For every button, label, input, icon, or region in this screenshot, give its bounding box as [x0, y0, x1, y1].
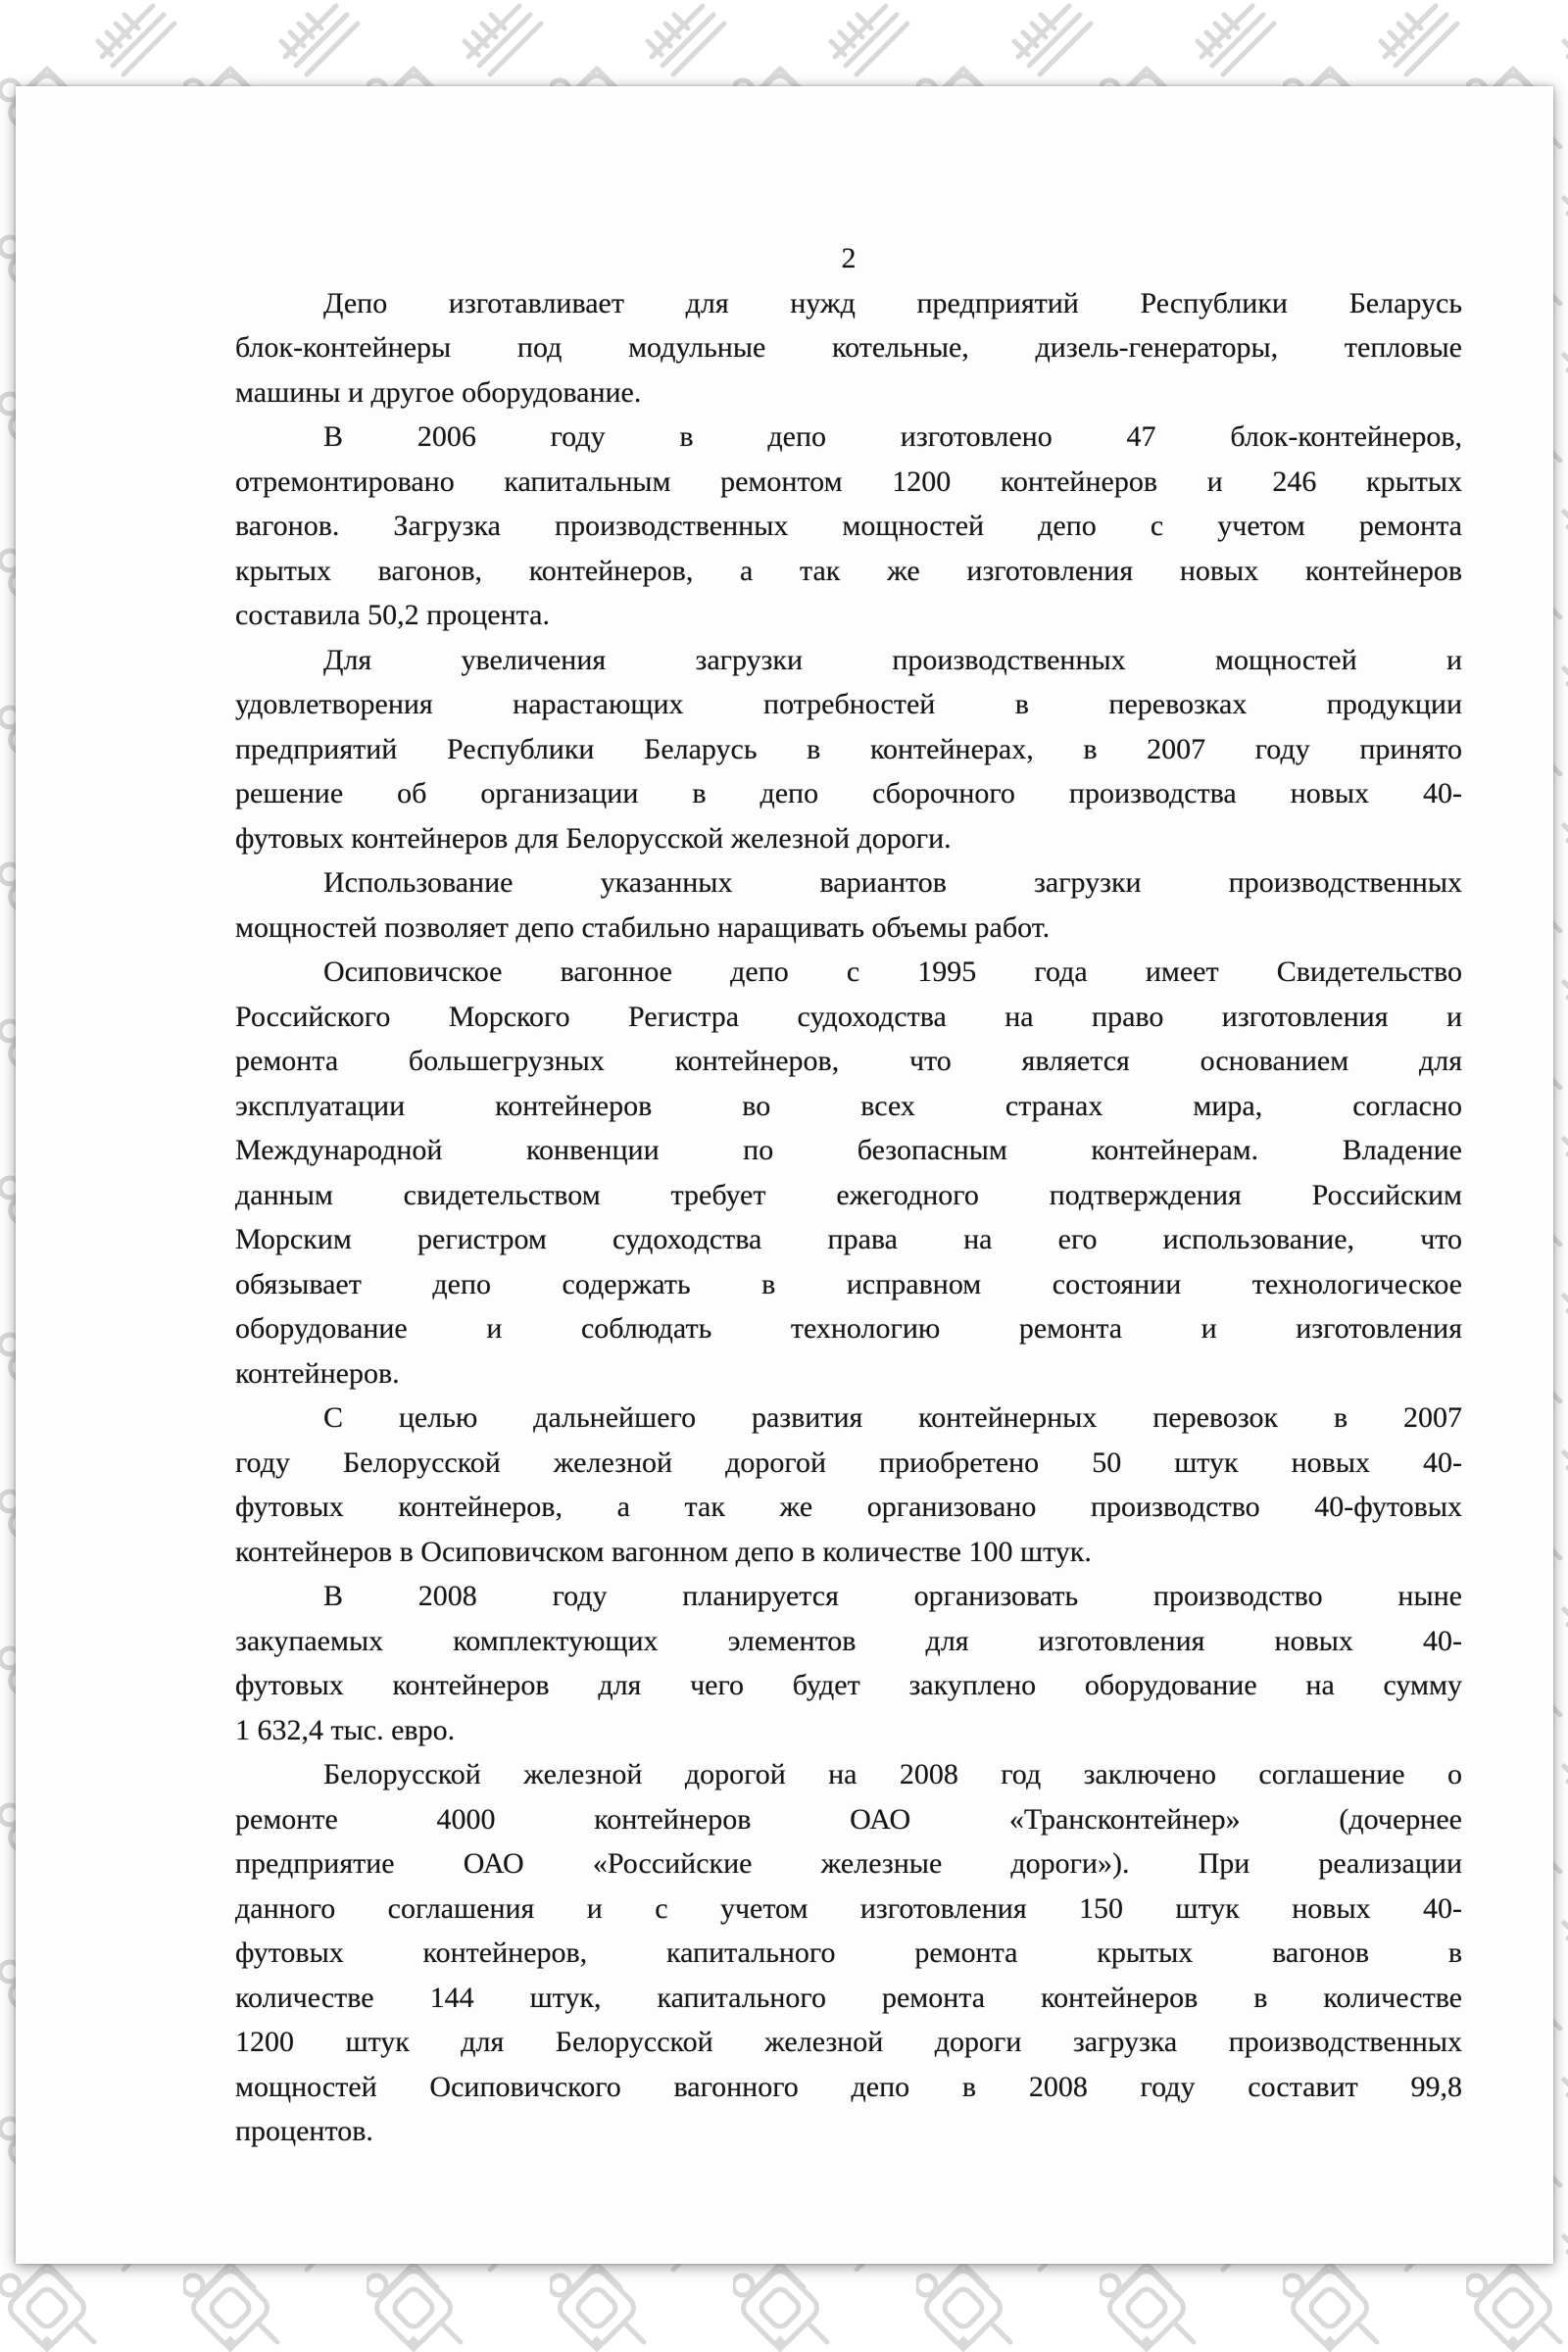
text-line: блок-контейнеры под модульные котельные, дизель-генераторы, тепловые [235, 331, 1462, 364]
text-line: футовых контейнеров, а так же организовано производство 40-футовых [235, 1491, 1462, 1523]
text-line: процентов. [235, 2115, 373, 2147]
text-line: Морским регистром судоходства права на его использование, что [235, 1223, 1462, 1255]
page-number: 2 [841, 242, 857, 274]
text-line: году Белорусской железной дорогой приобретено 50 штук новых 40- [235, 1446, 1462, 1479]
paragraph [235, 950, 1462, 1396]
text-line: отремонтировано капитальным ремонтом 1200 контейнеров и 246 крытых [235, 465, 1462, 498]
text-line: крытых вагонов, контейнеров, а так же изготовления новых контейнеров [235, 554, 1462, 587]
text-line: составила 50,2 процента. [235, 599, 550, 631]
text-line: предприятий Республики Беларусь в контейнерах, в 2007 году принято [235, 732, 1462, 765]
text-line: удовлетворения нарастающих потребностей в перевозках продукции [235, 688, 1462, 720]
text-line: Осиповичское вагонное депо с 1995 года имеет Свидетельство [323, 956, 1462, 988]
text-line: В 2006 году в депо изготовлено 47 блок-контейнеров, [323, 420, 1462, 453]
text-line: оборудование и соблюдать технологию ремонта и изготовления [235, 1312, 1462, 1345]
text-line: Депо изготавливает для нужд предприятий Республики Беларусь [323, 286, 1462, 319]
text-line: вагонов. Загрузка производственных мощностей депо с учетом ремонта [235, 510, 1462, 542]
paragraph [235, 1396, 1462, 1574]
text-line: данного соглашения и с учетом изготовления 150 штук новых 40- [235, 1891, 1462, 1925]
document-page [16, 86, 1553, 2264]
text-line: контейнеров. [235, 1356, 400, 1390]
text-line: Белорусской железной дорогой на 2008 год заключено соглашение о [323, 1758, 1462, 1790]
text-line: контейнеров в Осиповичском вагонном депо в количестве 100 штук. [235, 1535, 1092, 1568]
text-line: ремонта большегрузных контейнеров, что является основанием для [235, 1045, 1462, 1077]
text-line: ремонте 4000 контейнеров ОАО «Трансконтейнер» (дочернее [235, 1802, 1462, 1836]
paragraph [235, 860, 1462, 950]
paragraph [235, 281, 1462, 416]
document-content [235, 236, 1462, 2154]
document-body [235, 281, 1462, 2154]
paragraph [235, 638, 1462, 861]
text-line: Международной конвенции по безопасным контейнерам. Владение [235, 1134, 1462, 1166]
paragraph [235, 1574, 1462, 1752]
text-line: машины и другое оборудование. [235, 375, 642, 409]
text-line: 1 632,4 тыс. евро. [235, 1713, 456, 1746]
text-line: эксплуатации контейнеров во всех странах мира, согласно [235, 1089, 1462, 1122]
text-line: футовых контейнеров для Белорусской железной дороги. [235, 821, 952, 855]
text-line: Для увеличения загрузки производственных мощностей и [323, 643, 1462, 676]
text-line: мощностей Осиповичского вагонного депо в 2008 году составит 99,8 [235, 2070, 1462, 2103]
text-line: закупаемых комплектующих элементов для изготовления новых 40- [235, 1624, 1462, 1657]
text-line: Российского Морского Регистра судоходства на право изготовления и [235, 1000, 1462, 1033]
text-line: количестве 144 штук, капитального ремонта контейнеров в количестве [235, 1981, 1462, 2014]
text-line: С целью дальнейшего развития контейнерных перевозок в 2007 [323, 1401, 1462, 1434]
text-line: предприятие ОАО «Российские железные дороги»). При реализации [235, 1847, 1462, 1880]
text-line: 1200 штук для Белорусской железной дороги загрузка производственных [235, 2026, 1462, 2058]
text-line: решение об организации в депо сборочного производства новых 40- [235, 777, 1462, 809]
text-line: В 2008 году планируется организовать производство ныне [323, 1580, 1462, 1612]
text-line: мощностей позволяет депо стабильно наращивать объемы работ. [235, 910, 1051, 944]
text-line: футовых контейнеров, капитального ремонта крытых вагонов в [235, 1936, 1462, 1969]
text-line: Использование указанных вариантов загрузки производственных [323, 866, 1462, 899]
text-line: футовых контейнеров для чего будет закуплено оборудование на сумму [235, 1669, 1462, 1701]
paragraph [235, 415, 1462, 638]
text-line: обязывает депо содержать в исправном состоянии технологическое [235, 1267, 1462, 1300]
text-line: данным свидетельством требует ежегодного подтверждения Российским [235, 1178, 1462, 1211]
paragraph [235, 1752, 1462, 2154]
